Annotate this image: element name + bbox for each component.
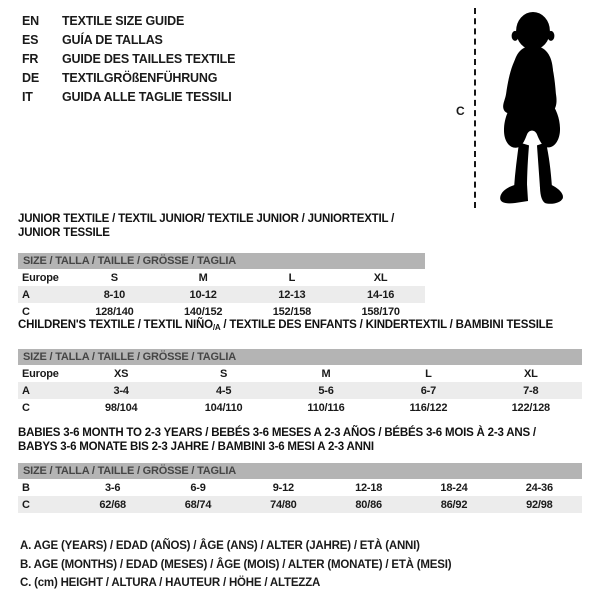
height-cell: 92/98 [526, 498, 553, 511]
size-cell: S [220, 367, 228, 380]
lang-code: ES [22, 33, 39, 47]
age-cell: 3-4 [113, 384, 129, 397]
footnote-c: C. (cm) HEIGHT / ALTURA / HAUTEUR / HÖHE / ALTEZZA [20, 577, 321, 589]
footnote-a: A. AGE (YEARS) / EDAD (AÑOS) / ÂGE (ANS) / ALTER (JAHRE) / ETÀ (ANNI) [20, 540, 420, 552]
lang-label: TEXTILGRÖßENFÜHRUNG [62, 71, 218, 85]
table-size-header: SIZE / TALLA / TAILLE / GRÖSSE / TAGLIA [18, 253, 425, 269]
size-cell: M [198, 271, 208, 284]
row-label: Europe [22, 271, 59, 284]
height-cell: 140/152 [183, 305, 223, 318]
size-cell: L [425, 367, 432, 380]
section-junior [18, 212, 425, 320]
height-cell: 104/110 [204, 401, 243, 414]
lang-code: IT [22, 90, 33, 104]
age-cell: 24-36 [525, 481, 553, 494]
title-part: / TEXTILE DES ENFANTS / KINDERTEXTIL / BAMBINI TESSILE [220, 319, 553, 331]
size-cell: S [110, 271, 118, 284]
footnote-b: B. AGE (MONTHS) / EDAD (MESES) / ÂGE (MOIS) / ALTER (MONATE) / ETÀ (MESI) [20, 558, 452, 571]
size-cell: XL [373, 271, 388, 284]
height-cell: 152/158 [272, 305, 312, 318]
row-label: C [22, 305, 30, 318]
age-cell: 4-5 [215, 384, 232, 397]
age-cell: 12-13 [278, 288, 306, 301]
size-cell: M [321, 367, 331, 380]
height-cell: 68/74 [184, 498, 212, 511]
size-cell: L [288, 271, 296, 284]
junior-size-table [18, 253, 425, 320]
section-title: JUNIOR TEXTILE / TEXTIL JUNIOR/ TEXTILE JUNIOR / JUNIORTEXTIL / JUNIOR TESSILE [18, 213, 395, 239]
section-title [18, 318, 582, 335]
height-cell: 98/104 [104, 401, 138, 414]
table-row [18, 269, 425, 286]
title-line: BABYS 3-6 MONATE BIS 2-3 JAHRE / BAMBINI 3-6 MESI A 2-3 ANNI [18, 441, 374, 453]
age-cell: 9-12 [272, 481, 294, 494]
row-label: A [22, 288, 30, 301]
height-dashed-line [474, 8, 476, 208]
age-cell: 3-6 [105, 481, 121, 494]
section-babies [18, 426, 582, 513]
height-cell: 158/170 [361, 305, 400, 318]
height-cell: 74/80 [270, 498, 297, 511]
height-cell: 122/128 [511, 401, 550, 414]
row-label: B [22, 481, 30, 494]
height-cell: 128/140 [95, 305, 134, 318]
height-cell: 110/116 [307, 401, 345, 414]
lang-row-es [22, 31, 235, 50]
size-cell: XL [523, 367, 538, 380]
age-cell: 10-12 [189, 288, 217, 301]
table-row [18, 496, 582, 513]
lang-code: EN [22, 14, 39, 28]
table-size-header: SIZE / TALLA / TAILLE / GRÖSSE / TAGLIA [18, 463, 582, 479]
babies-size-table [18, 463, 582, 513]
lang-label: GUIDE DES TAILLES TEXTILE [62, 52, 236, 66]
language-header [22, 12, 235, 107]
lang-label: GUIDA ALLE TAGLIE TESSILI [62, 90, 232, 104]
table-row [18, 286, 425, 303]
height-cell: 80/86 [355, 498, 382, 511]
footnote-legend [20, 537, 451, 593]
row-label: Europe [22, 367, 59, 380]
row-label: A [22, 384, 30, 397]
title-subscript: /A [212, 323, 221, 332]
children-size-table [18, 349, 582, 416]
age-cell: 18-24 [440, 481, 468, 494]
lang-code: DE [22, 71, 39, 85]
height-cell: 62/68 [99, 498, 126, 511]
title-part: CHILDREN'S TEXTILE / TEXTIL NIÑO [18, 319, 213, 331]
height-cell: 86/92 [440, 498, 468, 511]
table-size-header: SIZE / TALLA / TAILLE / GRÖSSE / TAGLIA [18, 349, 582, 365]
age-cell: 12-18 [355, 481, 383, 494]
age-cell: 6-9 [190, 481, 206, 494]
age-cell: 6-7 [420, 384, 437, 397]
title-line: BABIES 3-6 MONTH TO 2-3 YEARS / BEBÉS 3-6 MESES A 2-3 AÑOS / BÉBÉS 3-6 MOIS À 2-3 ANS / [18, 427, 536, 439]
size-cell: XS [114, 367, 129, 380]
height-figure [448, 6, 593, 214]
table-row [18, 382, 582, 399]
age-cell: 8-10 [103, 288, 125, 301]
age-cell: 7-8 [523, 384, 539, 397]
section-children [18, 318, 582, 416]
table-row [18, 399, 582, 416]
lang-row-it [22, 88, 235, 107]
height-measure-label: C [456, 104, 465, 118]
row-label: C [22, 401, 30, 414]
lang-label: GUÍA DE TALLAS [62, 33, 163, 47]
row-label: C [22, 498, 30, 511]
table-row [18, 365, 582, 382]
section-title [18, 426, 582, 454]
table-row [18, 479, 582, 496]
age-cell: 14-16 [367, 288, 395, 301]
lang-code: FR [22, 52, 39, 66]
height-cell: 116/122 [409, 401, 448, 414]
lang-row-fr [22, 50, 235, 69]
lang-row-en [22, 12, 235, 31]
baby-silhouette-icon [486, 8, 578, 212]
lang-label: TEXTILE SIZE GUIDE [62, 14, 185, 28]
lang-row-de [22, 69, 235, 88]
age-cell: 5-6 [318, 384, 334, 397]
